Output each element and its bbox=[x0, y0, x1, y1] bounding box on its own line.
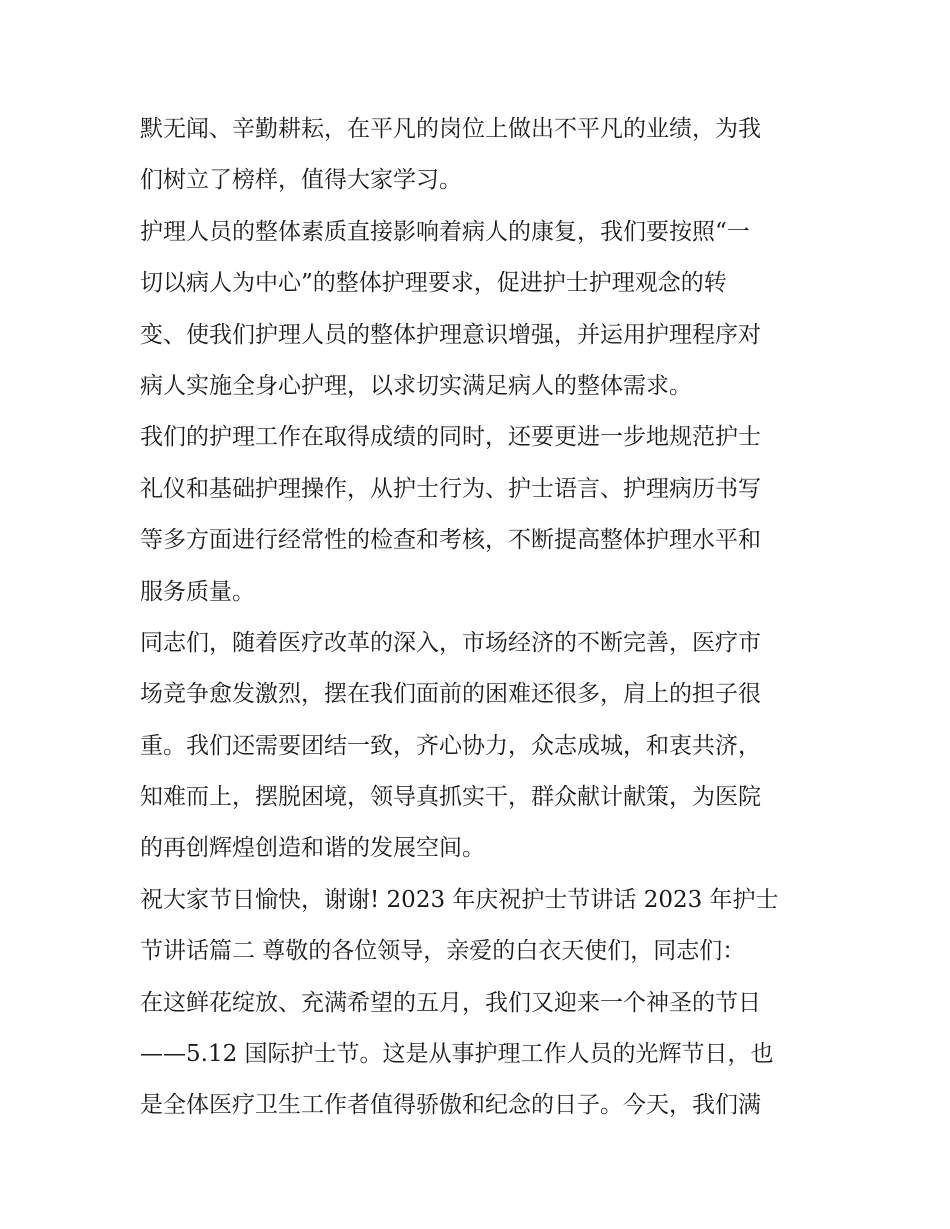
text-line: 重。我们还需要团结一致，齐心协力，众志成城，和衷共济， bbox=[140, 732, 761, 759]
text-line: 场竞争愈发激烈，摆在我们面前的困难还很多，肩上的担子很 bbox=[140, 681, 761, 708]
text-line: 等多方面进行经常性的检查和考核，不断提高整体护理水平和 bbox=[140, 527, 761, 554]
text-line: ——5.12 国际护士节。这是从事护理工作人员的光辉节日，也 bbox=[140, 1041, 774, 1068]
text-line: 是全体医疗卫生工作者值得骄傲和纪念的日子。今天，我们满 bbox=[140, 1092, 761, 1119]
text-line: 的再创辉煌创造和谐的发展空间。 bbox=[140, 835, 485, 862]
text-line: 在这鲜花绽放、充满希望的五月，我们又迎来一个神圣的节日 bbox=[140, 989, 761, 1016]
text-line: 默无闻、辛勤耕耘，在平凡的岗位上做出不平凡的业绩，为我 bbox=[140, 116, 761, 142]
document-body bbox=[140, 104, 820, 1132]
text-line: 祝大家节日愉快，谢谢! 2023 年庆祝护士节讲话 2023 年护士 bbox=[140, 886, 779, 913]
text-line: 礼仪和基础护理操作，从护士行为、护士语言、护理病历书写 bbox=[140, 475, 761, 502]
text-line: 切以病人为中心”的整体护理要求，促进护士护理观念的转 bbox=[140, 270, 727, 297]
text-line: 我们的护理工作在取得成绩的同时，还要更进一步地规范护士 bbox=[140, 424, 761, 451]
text-line: 们树立了榜样，值得大家学习。 bbox=[140, 167, 462, 194]
text-line: 同志们，随着医疗改革的深入，市场经济的不断完善，医疗市 bbox=[140, 629, 761, 656]
text-line: 知难而上，摆脱困境，领导真抓实干，群众献计献策，为医院 bbox=[140, 784, 761, 811]
text-line: 节讲话篇二 尊敬的各位领导，亲爱的白衣天使们，同志们： bbox=[140, 938, 746, 965]
text-line: 变、使我们护理人员的整体护理意识增强，并运用护理程序对 bbox=[140, 321, 761, 348]
text-line: 服务质量。 bbox=[140, 578, 255, 605]
text-line: 病人实施全身心护理，以求切实满足病人的整体需求。 bbox=[140, 372, 692, 399]
text-line: 护理人员的整体素质直接影响着病人的康复，我们要按照“一 bbox=[140, 218, 750, 245]
